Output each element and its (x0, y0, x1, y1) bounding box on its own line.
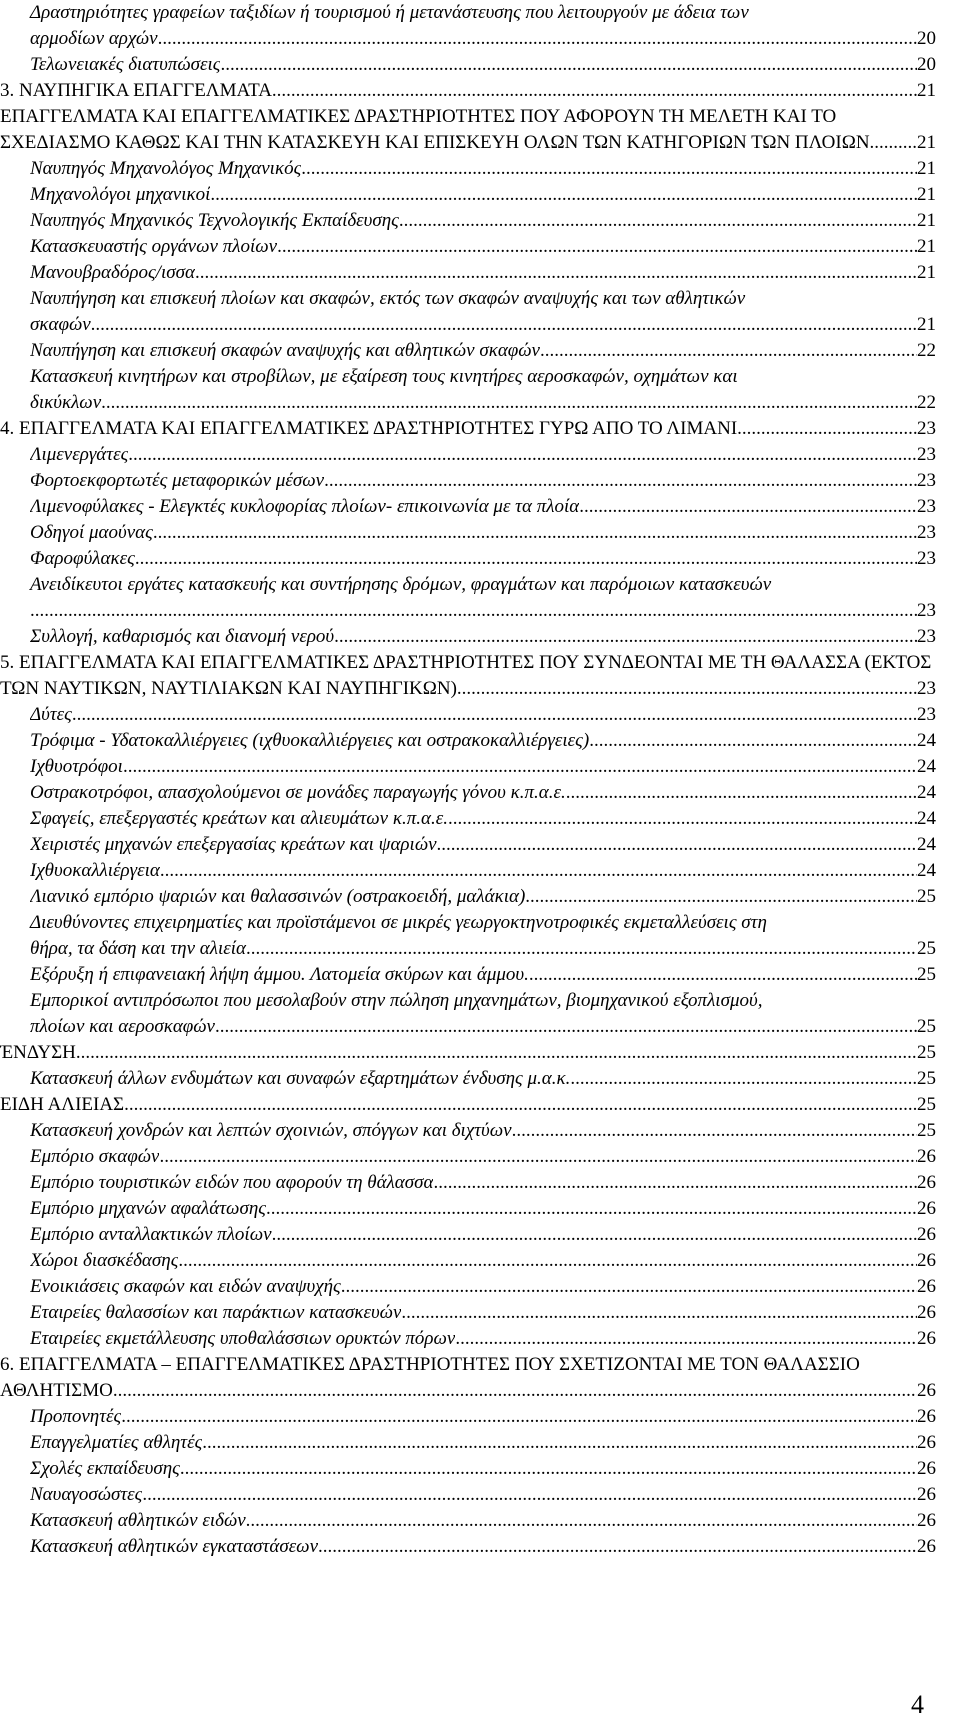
toc-entry-title: Λιανικό εμπόριο ψαριών και θαλασσινών (οστρακοειδή, μαλάκια) (30, 886, 526, 907)
toc-entry-title: Ιχθυοκαλλιέργεια (30, 860, 160, 881)
toc-entry[interactable] (0, 728, 960, 754)
toc-entry-page: 23 (917, 470, 936, 491)
toc-entry[interactable] (0, 182, 960, 208)
toc-entry[interactable] (0, 416, 960, 442)
toc-entry[interactable] (0, 988, 960, 1040)
dot-leader (76, 1040, 917, 1066)
dot-leader (334, 624, 917, 650)
toc-entry[interactable] (0, 1508, 960, 1534)
toc-entry[interactable] (0, 806, 960, 832)
toc-entry-page: 25 (917, 938, 936, 959)
toc-entry-title: Διευθύνοντες επιχειρηματίες και προϊστάμενοι σε μικρές γεωργοκτηνοτροφικές εκμεταλλεύσεις στη (30, 912, 767, 933)
toc-entry-page: 25 (917, 964, 936, 985)
toc-entry[interactable] (0, 1404, 960, 1430)
toc-entry[interactable] (0, 494, 960, 520)
toc-entry-title: Τρόφιμα - Υδατοκαλλιέργειες (ιχθυοκαλλιέργειες και οστρακοκαλλιέργειες) (30, 730, 590, 751)
dot-leader (566, 780, 917, 806)
dot-leader (529, 962, 917, 988)
toc-entry-title-continued: ΣΧΕΔΙΑΣΜΟ ΚΑΘΩΣ ΚΑΙ ΤΗΝ ΚΑΤΑΣΚΕΥΗ ΚΑΙ ΕΠΙΣΚΕΥΗ ΟΛΩΝ ΤΩΝ ΚΑΤΗΓΟΡΙΩΝ ΤΩΝ ΠΛΟΙΩΝ (0, 132, 870, 153)
toc-entry-page: 23 (917, 704, 936, 725)
dot-leader (399, 208, 917, 234)
dot-leader (870, 130, 917, 156)
toc-entry-title: Λιμενεργάτες (30, 444, 129, 465)
toc-entry[interactable] (0, 858, 960, 884)
toc-entry-page: 21 (917, 184, 936, 205)
dot-leader (272, 78, 917, 104)
toc-entry[interactable] (0, 1196, 960, 1222)
toc-entry[interactable] (0, 1534, 960, 1560)
dot-leader (123, 754, 917, 780)
toc-entry-title-continued: πλοίων και αεροσκαφών (30, 1016, 215, 1037)
toc-entry-title: Συλλογή, καθαρισμός και διανομή νερού (30, 626, 335, 647)
toc-entry-page: 24 (917, 834, 936, 855)
toc-entry-title: Ναυπήγηση και επισκευή σκαφών αναψυχής και αθλητικών σκαφών (30, 340, 540, 361)
toc-entry-page: 26 (917, 1146, 936, 1167)
toc-entry-title: Ναυπηγός Μηχανικός Τεχνολογικής Εκπαίδευσης (30, 210, 399, 231)
toc-entry-page: 20 (917, 54, 936, 75)
toc-entry-title: Μηχανολόγοι μηχανικοί (30, 184, 211, 205)
toc-entry-page: 26 (917, 1484, 936, 1505)
toc-entry[interactable] (0, 754, 960, 780)
toc-entry[interactable] (0, 1040, 960, 1066)
toc-entry[interactable] (0, 1144, 960, 1170)
dot-leader (195, 260, 917, 286)
dot-leader (540, 338, 917, 364)
toc-entry[interactable] (0, 1066, 960, 1092)
toc-entry[interactable] (0, 520, 960, 546)
toc-entry-title: Φορτοεκφορτωτές μεταφορικών μέσων (30, 470, 325, 491)
toc-entry-page: 26 (917, 1172, 936, 1193)
dot-leader (318, 1534, 917, 1560)
toc-entry-title: ΕΙΔΗ ΑΛΙΕΙΑΣ (0, 1094, 125, 1115)
toc-entry[interactable] (0, 1352, 960, 1404)
dot-leader (160, 858, 917, 884)
toc-entry-title: Σχολές εκπαίδευσης (30, 1458, 180, 1479)
dot-leader (135, 546, 917, 572)
toc-entry-page: 26 (917, 1328, 936, 1349)
toc-entry-title: Ιχθυοτρόφοι (30, 756, 123, 777)
toc-entry-title: Δύτες (30, 704, 72, 725)
toc-entry[interactable] (0, 338, 960, 364)
dot-leader (246, 936, 917, 962)
dot-leader (266, 1196, 917, 1222)
dot-leader (277, 234, 917, 260)
toc-entry[interactable] (0, 1092, 960, 1118)
toc-entry-title: Σφαγείς, επεξεργαστές κρεάτων και αλιευμάτων κ.π.α.ε. (30, 808, 448, 829)
toc-entry-page: 23 (917, 678, 936, 699)
toc-entry-title: Εμπόριο τουριστικών ειδών που αφορούν τη θάλασσα (30, 1172, 434, 1193)
toc-entry[interactable] (0, 78, 960, 104)
toc-entry-page: 25 (917, 1042, 936, 1063)
toc-entry-page: 26 (917, 1510, 936, 1531)
toc-entry-title: Ναυπηγός Μηχανολόγος Μηχανικός (30, 158, 302, 179)
toc-entry-title: Εταιρείες εκμετάλλευσης υποθαλάσσιων ορυκτών πόρων (30, 1328, 456, 1349)
toc-entry-title: Χώροι διασκέδασης (30, 1250, 179, 1271)
dot-leader (433, 1170, 917, 1196)
dot-leader (202, 1430, 917, 1456)
toc-entry-page: 26 (917, 1432, 936, 1453)
toc-entry-page: 25 (917, 886, 936, 907)
toc-entry-page: 23 (917, 548, 936, 569)
toc-entry-title: Μανουβραδόρος/ισσα (30, 262, 195, 283)
toc-entry-title: Κατασκευή αθλητικών ειδών (30, 1510, 246, 1531)
toc-entry-title: Δραστηριότητες γραφείων ταξιδίων ή τουρισμού ή μετανάστευσης που λειτουργούν με άδεια των (30, 2, 749, 23)
toc-entry-title: Εμπόριο μηχανών αφαλάτωσης (30, 1198, 266, 1219)
toc-entry-title: Λιμενοφύλακες - Ελεγκτές κυκλοφορίας πλοίων- επικοινωνία με τα πλοία (30, 496, 580, 517)
toc-entry[interactable] (0, 1118, 960, 1144)
toc-entry-page: 23 (917, 496, 936, 517)
toc-entry-title: Προπονητές (30, 1406, 122, 1427)
toc-entry[interactable] (0, 910, 960, 962)
toc-entry[interactable] (0, 1170, 960, 1196)
toc-entry[interactable] (0, 208, 960, 234)
dot-leader (512, 1118, 917, 1144)
dot-leader (121, 1404, 917, 1430)
dot-leader (301, 156, 917, 182)
dot-leader (220, 52, 917, 78)
toc-entry-page: 25 (917, 1094, 936, 1115)
toc-entry-title: Χειριστές μηχανών επεξεργασίας κρεάτων και ψαριών (30, 834, 437, 855)
dot-leader (579, 494, 917, 520)
toc-entry-title: Ναυαγοσώστες (30, 1484, 143, 1505)
dot-leader (180, 1456, 917, 1482)
dot-leader (525, 884, 917, 910)
toc-entry[interactable] (0, 650, 960, 702)
toc-entry[interactable] (0, 1300, 960, 1326)
toc-entry-page: 21 (917, 158, 936, 179)
toc-entry-title: ΈΝΔΥΣΗ (0, 1042, 76, 1063)
toc-entry[interactable] (0, 780, 960, 806)
toc-entry-page: 23 (917, 418, 936, 439)
toc-entry-title-continued: θήρα, τα δάση και την αλιεία (30, 938, 246, 959)
dot-leader (737, 416, 917, 442)
toc-entry-page: 25 (917, 1068, 936, 1089)
toc-entry-title: Κατασκευή αθλητικών εγκαταστάσεων (30, 1536, 319, 1557)
dot-leader (455, 1326, 917, 1352)
dot-leader (72, 702, 917, 728)
dot-leader (448, 806, 917, 832)
toc-entry[interactable] (0, 1248, 960, 1274)
toc-entry[interactable] (0, 1326, 960, 1352)
toc-entry-title: Επαγγελματίες αθλητές (30, 1432, 203, 1453)
toc-entry-page: 23 (917, 600, 936, 621)
toc-entry[interactable] (0, 1222, 960, 1248)
toc-entry-page: 24 (917, 730, 936, 751)
toc-entry[interactable] (0, 1430, 960, 1456)
toc-entry-title: Οστρακοτρόφοι, απασχολούμενοι σε μονάδες παραγωγής γόνου κ.π.α.ε. (30, 782, 566, 803)
dot-leader (124, 1092, 917, 1118)
toc-entry-page: 23 (917, 626, 936, 647)
toc-entry-page: 26 (917, 1250, 936, 1271)
toc-entry-title: Κατασκευή άλλων ενδυμάτων και συναφών εξαρτημάτων ένδυσης μ.α.κ. (30, 1068, 571, 1089)
dot-leader (215, 1014, 917, 1040)
toc-entry-title: 5. ΕΠΑΓΓΕΛΜΑΤΑ ΚΑΙ ΕΠΑΓΓΕΛΜΑΤΙΚΕΣ ΔΡΑΣΤΗΡΙΟΤΗΤΕΣ ΠΟΥ ΣΥΝΔΕΟΝΤΑΙ ΜΕ ΤΗ ΘΑΛΑΣΣΑ (ΕΚΤΟΣ (0, 652, 932, 673)
toc-entry[interactable] (0, 572, 960, 624)
toc-entry-title-continued: δικύκλων (30, 392, 102, 413)
toc-entry-title: Εμπόριο σκαφών (30, 1146, 160, 1167)
toc-entry-page: 23 (917, 522, 936, 543)
toc-entry[interactable] (0, 52, 960, 78)
toc-entry-title: Κατασκευή κινητήρων και στροβίλων, με εξαίρεση τους κινητήρες αεροσκαφών, οχημάτων και (30, 366, 738, 387)
toc-entry-page: 24 (917, 756, 936, 777)
toc-entry-page: 22 (917, 340, 936, 361)
toc-entry-title-continued: ΑΘΛΗΤΙΣΜΟ (0, 1380, 113, 1401)
toc-entry-page: 23 (917, 444, 936, 465)
dot-leader (324, 468, 917, 494)
toc-entry-title: Εμπορικοί αντιπρόσωποι που μεσολαβούν στην πώληση μηχανημάτων, βιομηχανικού εξοπλισμού, (30, 990, 763, 1011)
toc-entry[interactable] (0, 364, 960, 416)
dot-leader (401, 1300, 917, 1326)
dot-leader (91, 312, 917, 338)
dot-leader (437, 832, 917, 858)
toc-entry[interactable] (0, 104, 960, 156)
toc-entry-title: 4. ΕΠΑΓΓΕΛΜΑΤΑ ΚΑΙ ΕΠΑΓΓΕΛΜΑΤΙΚΕΣ ΔΡΑΣΤΗΡΙΟΤΗΤΕΣ ΓΥΡΩ ΑΠΟ ΤΟ ΛΙΜΑΝΙ (0, 418, 738, 439)
dot-leader (113, 1378, 917, 1404)
toc-entry-page: 24 (917, 860, 936, 881)
toc-entry-title: Κατασκευή χονδρών και λεπτών σχοινιών, σπόγγων και διχτύων (30, 1120, 512, 1141)
toc-entry-page: 24 (917, 782, 936, 803)
dot-leader (589, 728, 917, 754)
toc-entry-title: Φαροφύλακες (30, 548, 135, 569)
dot-leader (30, 598, 917, 624)
toc-entry[interactable] (0, 546, 960, 572)
toc-entry-page: 26 (917, 1198, 936, 1219)
toc-entry-page: 26 (917, 1224, 936, 1245)
dot-leader (128, 442, 917, 468)
toc-entry-title: Ανειδίκευτοι εργάτες κατασκευής και συντήρησης δρόμων, φραγμάτων και παρόμοιων κατασκευών (30, 574, 772, 595)
toc-entry-title-continued: σκαφών (30, 314, 91, 335)
toc-entry-page: 26 (917, 1458, 936, 1479)
toc-entry[interactable] (0, 1274, 960, 1300)
toc-entry-page: 21 (917, 132, 936, 153)
toc-entry[interactable] (0, 1456, 960, 1482)
toc-entry[interactable] (0, 260, 960, 286)
toc-entry-page: 21 (917, 236, 936, 257)
toc-entry-page: 25 (917, 1120, 936, 1141)
toc-entry-page: 21 (917, 262, 936, 283)
toc-entry-title: Εξόρυξη ή επιφανειακή λήψη άμμου. Λατομεία σκύρων και άμμου. (30, 964, 529, 985)
dot-leader (210, 182, 917, 208)
toc-entry[interactable] (0, 1482, 960, 1508)
dot-leader (178, 1248, 917, 1274)
toc-entry-title: Ενοικιάσεις σκαφών και ειδών αναψυχής (30, 1276, 341, 1297)
toc-entry[interactable] (0, 286, 960, 338)
dot-leader (142, 1482, 917, 1508)
dot-leader (457, 676, 917, 702)
toc-entry-title: Τελωνειακές διατυπώσεις (30, 54, 221, 75)
toc-entry-page: 21 (917, 210, 936, 231)
toc-entry-page: 26 (917, 1406, 936, 1427)
toc-entry-title-continued: ΤΩΝ ΝΑΥΤΙΚΩΝ, ΝΑΥΤΙΛΙΑΚΩΝ ΚΑΙ ΝΑΥΠΗΓΙΚΩΝ) (0, 678, 457, 699)
toc-entry-page: 21 (917, 80, 936, 101)
toc-entry-title: Εμπόριο ανταλλακτικών πλοίων (30, 1224, 272, 1245)
toc-entry-title: ΕΠΑΓΓΕΛΜΑΤΑ ΚΑΙ ΕΠΑΓΓΕΛΜΑΤΙΚΕΣ ΔΡΑΣΤΗΡΙΟΤΗΤΕΣ ΠΟΥ ΑΦΟΡΟΥΝ ΤΗ ΜΕΛΕΤΗ ΚΑΙ ΤΟ (0, 106, 837, 127)
toc-entry[interactable] (0, 884, 960, 910)
toc-entry-page: 26 (917, 1276, 936, 1297)
toc-entry[interactable] (0, 624, 960, 650)
toc-entry[interactable] (0, 0, 960, 52)
toc-entry-title: Ναυπήγηση και επισκευή πλοίων και σκαφών, εκτός των σκαφών αναψυχής και των αθλητικών (30, 288, 746, 309)
dot-leader (246, 1508, 917, 1534)
toc-entry[interactable] (0, 702, 960, 728)
toc-entry-title-continued: αρμοδίων αρχών (30, 28, 158, 49)
toc-entry-page: 26 (917, 1302, 936, 1323)
toc-entry[interactable] (0, 156, 960, 182)
toc-entry-title: Κατασκευαστής οργάνων πλοίων (30, 236, 278, 257)
dot-leader (570, 1066, 917, 1092)
dot-leader (153, 520, 917, 546)
toc-entry-page: 25 (917, 1016, 936, 1037)
dot-leader (101, 390, 917, 416)
toc-entry-title: 6. ΕΠΑΓΓΕΛΜΑΤΑ – ΕΠΑΓΓΕΛΜΑΤΙΚΕΣ ΔΡΑΣΤΗΡΙΟΤΗΤΕΣ ΠΟΥ ΣΧΕΤΙΖΟΝΤΑΙ ΜΕ ΤΟΝ ΘΑΛΑΣΣΙΟ (0, 1354, 860, 1375)
dot-leader (272, 1222, 917, 1248)
toc-entry-title: Οδηγοί μαούνας (30, 522, 153, 543)
dot-leader (341, 1274, 917, 1300)
toc-entry-title: Εταιρείες θαλασσίων και παράκτιων κατασκευών (30, 1302, 402, 1323)
toc-entry[interactable] (0, 468, 960, 494)
toc-entry-page: 20 (917, 28, 936, 49)
page-number: 4 (911, 1690, 924, 1719)
toc-entry-title: 3. ΝΑΥΠΗΓΙΚΑ ΕΠΑΓΓΕΛΜΑΤΑ (0, 80, 272, 101)
toc-entry[interactable] (0, 962, 960, 988)
toc-entry[interactable] (0, 442, 960, 468)
toc-entry-page: 24 (917, 808, 936, 829)
toc-entry-page: 26 (917, 1536, 936, 1557)
dot-leader (158, 26, 917, 52)
toc-entry[interactable] (0, 234, 960, 260)
dot-leader (159, 1144, 917, 1170)
toc-entry-page: 26 (917, 1380, 936, 1401)
toc-entry-page: 21 (917, 314, 936, 335)
toc-entry[interactable] (0, 832, 960, 858)
toc-entry-page: 22 (917, 392, 936, 413)
